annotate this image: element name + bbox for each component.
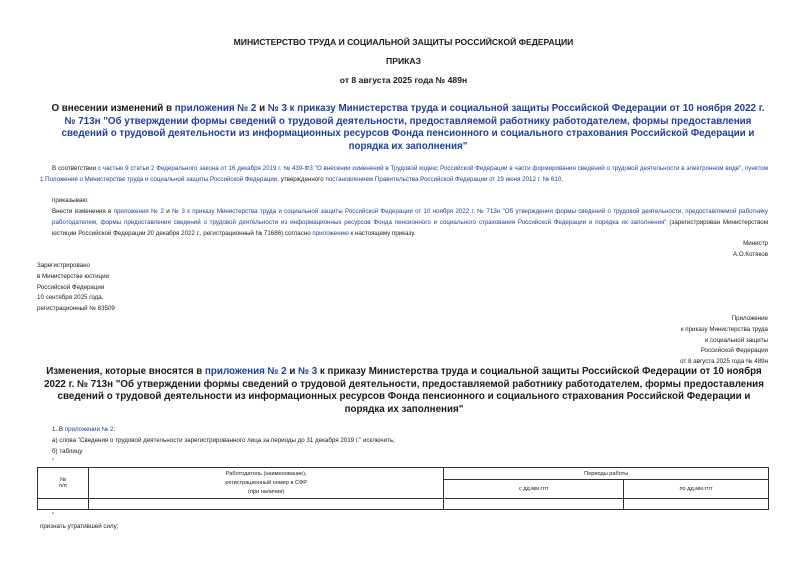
registration-line: регистрационный № 83509 xyxy=(37,305,115,313)
preamble-paragraph: В соответствии с частью 9 статьи 2 Федерального закона от 16 декабря 2019 г. № 439-ФЗ "О внесении изменений в Трудовой кодекс Российской Федерации в части формирования сведений о трудовой деятельности в электронном виде", пунктом 1 Положения о Министерстве труда и социальной защиты Российской Федерации, утвержденного постановлением Правительства Российской Федерации от 19 июня 2012 г. № 610, xyxy=(40,165,769,183)
main-paragraph: Внести изменения в приложения № 2 и № 3 к приказу Министерства труда и социальной защиты Российской Федерации от 10 ноября 2022 г. № 713н "Об утверждении формы сведений о трудовой деятельности, предоставляемой работнику работодателем, формы предоставления сведений о трудовой деятельности из информационных ресурсов Фонда пенсионного и социального страхования Российской Федерации и порядка их заполнения" (зарегистрирован Министерством юстиции Российской Федерации 20 декабря 2022 г., регистрационный № 71686) согласно приложению к настоящему приказу. xyxy=(52,208,768,237)
appendix-header xyxy=(500,314,768,368)
registration-line: Российской Федерации xyxy=(37,283,105,291)
document-type: ПРИКАЗ xyxy=(386,56,421,66)
appendix-line: и социальной защиты xyxy=(704,336,768,344)
col-from-header: с дд.мм.гггг xyxy=(444,480,624,499)
col-employer-header: Работодатель (наименование), регистрационный номер в СФР (при наличии) xyxy=(88,468,444,499)
signature-position: Министр xyxy=(743,240,768,247)
employment-table xyxy=(37,467,769,510)
recognize-invalid: признать утратившей силу; xyxy=(40,523,119,530)
appendix-line: Приложение xyxy=(731,315,768,322)
order-word: приказываю: xyxy=(52,197,89,204)
appendix-2-link-4[interactable]: приложении № 2 xyxy=(64,426,114,433)
regulation-link[interactable]: пунктом 1 Положения о Министерстве труда и социальной защиты Российской Федерации xyxy=(40,165,769,183)
order-713n-link-2[interactable]: № 3 к приказу Министерства труда и социальной защиты Российской Федерации от 10 ноября 2022 г. № 713н "Об утверждении формы сведений о трудовой деятельности, предоставляемой работнику работодателем, формы предоставления сведений о трудовой деятельности из информационных ресурсов Фонда пенсионного и социального страхования Российской Федерации и порядка их заполнения" xyxy=(52,208,768,226)
appendix-line: Российской Федерации xyxy=(700,347,768,355)
col-number-header: № п/п xyxy=(38,468,89,499)
registration-line: 10 сентября 2025 года, xyxy=(37,294,104,302)
appendix-3-link[interactable]: № 3 xyxy=(298,366,318,377)
government-decree-link[interactable]: постановлением Правительства Российской Федерации от 19 июня 2012 г. № 610 xyxy=(325,175,562,183)
item-1: 1. В приложении № 2: xyxy=(52,426,116,433)
quote-open: " xyxy=(52,458,55,465)
table-row xyxy=(38,468,769,480)
appendix-2-link[interactable]: приложения № 2 xyxy=(174,103,257,114)
appendix-2-link-3[interactable]: приложения № 2 xyxy=(205,366,287,377)
item-b: б) таблицу xyxy=(52,448,83,455)
document-date-number: от 8 августа 2025 года № 489н xyxy=(339,75,468,85)
table-cell xyxy=(88,499,444,510)
table-cell xyxy=(444,499,624,510)
col-periods-header: Периоды работы xyxy=(444,468,769,480)
table-cell xyxy=(38,499,89,510)
registration-line: Зарегистрировано xyxy=(37,262,90,269)
appendix-line: к приказу Министерства труда xyxy=(680,325,768,333)
quote-close: " xyxy=(52,512,55,519)
appendix-link[interactable]: приложению xyxy=(312,229,349,237)
appendix-2-link-2[interactable]: приложения № 2 xyxy=(113,208,164,215)
registration-block xyxy=(37,261,115,315)
table-row xyxy=(38,499,769,510)
col-to-header: по дд.мм.гггг xyxy=(624,480,769,499)
ministry-header: МИНИСТЕРСТВО ТРУДА И СОЦИАЛЬНОЙ ЗАЩИТЫ РОССИЙСКОЙ ФЕДЕРАЦИИ xyxy=(233,37,574,47)
registration-line: в Министерстве юстиции xyxy=(37,272,110,280)
changes-title: Изменения, которые вносятся в приложения № 2 и № 3 к приказу Министерства труда и социальной защиты Российской Федерации от 10 ноября 2022 г. № 713н "Об утверждении формы сведений о трудовой деятельности, предоставляемой работнику работодателем, формы предоставления сведений о трудовой деятельности из информационных ресурсов Фонда пенсионного и социального страхования Российской Федерации и порядка их заполнения" xyxy=(44,366,764,415)
order-713n-link[interactable]: № 3 к приказу Министерства труда и социальной защиты Российской Федерации от 10 ноября 2022 г. № 713н "Об утверждении формы сведений о трудовой деятельности, предоставляемой работнику работодателем, формы предоставления сведений о трудовой деятельности из информационных ресурсов Фонда пенсионного и социального страхования Российской Федерации и порядка их заполнения" xyxy=(61,103,765,152)
federal-law-link[interactable]: с частью 9 статьи 2 Федерального закона от 16 декабря 2019 г. № 439-ФЗ "О внесении изменений в Трудовой кодекс Российской Федерации в части формирования сведений о трудовой деятельности в электронном виде" xyxy=(97,165,742,172)
item-a: а) слова "Сведения о трудовой деятельности зарегистрированного лица за периоды до 31 декабря 2019 г." исключить; xyxy=(52,437,395,444)
signature-name: А.О.Котяков xyxy=(733,251,768,258)
order-title: О внесении изменений в приложения № 2 и № 3 к приказу Министерства труда и социальной защиты Российской Федерации от 10 ноября 2022 г. № 713н "Об утверждении формы сведений о трудовой деятельности, предоставляемой работнику работодателем, формы предоставления сведений о трудовой деятельности из информационных ресурсов Фонда пенсионного и социального страхования Российской Федерации и порядка их заполнения" xyxy=(51,103,765,152)
table-cell xyxy=(624,499,769,510)
appendix-line: от 8 августа 2025 года № 489н xyxy=(680,358,768,366)
